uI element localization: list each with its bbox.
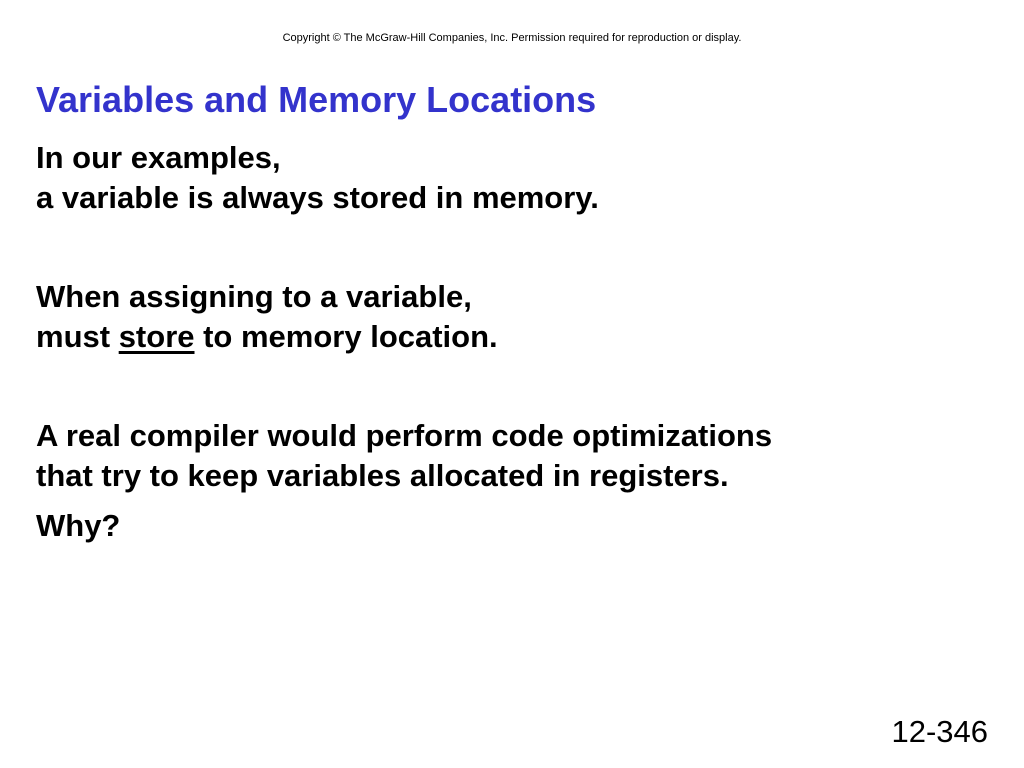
paragraph-storage-line-1: In our examples,	[36, 140, 281, 175]
slide-number: 12-346	[891, 714, 988, 749]
paragraph-assignment-line-2	[36, 317, 498, 357]
paragraph-optimization-line-2: that try to keep variables allocated in registers.	[36, 458, 729, 493]
paragraph-assignment-line-1: When assigning to a variable,	[36, 279, 472, 314]
slide-title: Variables and Memory Locations	[36, 79, 597, 120]
line-2-suffix: to memory location.	[194, 319, 498, 354]
line-2-prefix: must	[36, 319, 119, 354]
question-why: Why?	[36, 508, 121, 543]
copyright-notice: Copyright © The McGraw-Hill Companies, Inc. Permission required for reproduction or display.	[282, 32, 742, 44]
paragraph-assignment	[36, 277, 498, 357]
paragraph-storage-line-2: a variable is always stored in memory.	[36, 180, 599, 215]
paragraph-optimization-line-1: A real compiler would perform code optimizations	[36, 418, 773, 453]
paragraph-storage	[36, 138, 599, 218]
paragraph-optimization	[36, 416, 772, 496]
underlined-store: store	[118, 319, 195, 354]
